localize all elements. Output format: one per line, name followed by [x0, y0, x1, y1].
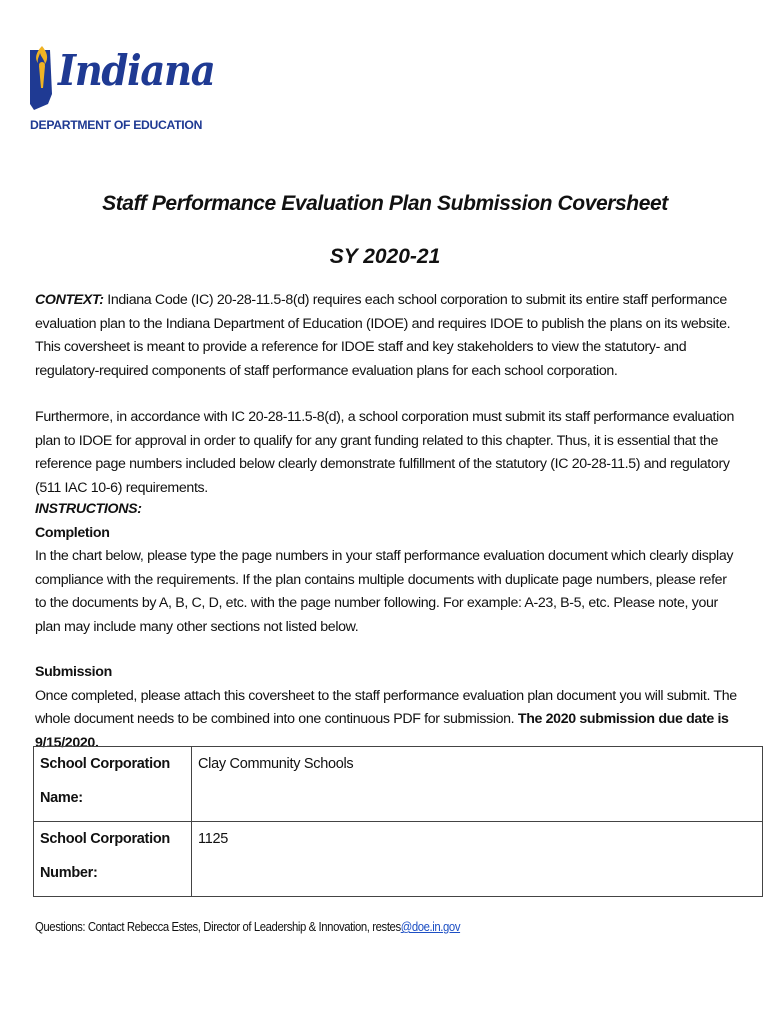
instructions-section	[35, 498, 740, 639]
completion-heading: Completion	[35, 524, 110, 541]
context-paragraph	[35, 289, 740, 383]
corporation-name-field[interactable]: Clay Community Schools	[192, 747, 763, 822]
submission-section	[35, 661, 740, 755]
corporation-number-field[interactable]: 1125	[192, 822, 763, 897]
corporation-info-table	[33, 746, 763, 897]
due-date-text: The 2020 submission due date is 9/15/2020.	[35, 711, 729, 751]
logo-department: DEPARTMENT OF EDUCATION	[30, 118, 203, 132]
footer-text: Questions: Contact Rebecca Estes, Director of Leadership & Innovation, restes	[35, 920, 401, 934]
submission-heading: Submission	[35, 664, 112, 680]
corporation-number-label: School Corporation Number:	[34, 822, 192, 897]
context-label: CONTEXT:	[35, 292, 104, 308]
table-row	[34, 747, 763, 822]
contact-email-link[interactable]: @doe.in.gov	[400, 920, 461, 934]
context-text: Indiana Code (IC) 20-28-11.5-8(d) requires each school corporation to submit its entire staff performance evaluation plan to the Indiana Department of Education (IDOE) and requires IDOE to publish the plans on its website. This coversheet is meant to provide a reference for IDOE staff and key stakeholders to view the statutory- and regulatory-required components of staff performance evaluation plans for each school corporation.	[35, 292, 731, 379]
completion-text: In the chart below, please type the page numbers in your staff performance evaluation document which clearly display compliance with the requirements. If the plan contains multiple documents with duplicate page numbers, please refer to the documents by A, B, C, D, etc. with the page number following. For example: A-23, B-5, etc. Please note, your plan may include many other sections not listed below.	[35, 548, 734, 635]
submission-text: Once completed, please attach this coversheet to the staff performance evaluation plan document you will submit. The whole document needs to be combined into one continuous PDF for submission.	[35, 687, 737, 727]
page-title: Staff Performance Evaluation Plan Submission Coversheet	[102, 192, 668, 215]
furthermore-paragraph: Furthermore, in accordance with IC 20-28-11.5-8(d), a school corporation must submit its staff performance evaluation plan to IDOE for approval in order to qualify for any grant funding related to this chapter. Thus, it is essential that the reference page numbers included below clearly demonstrate fulfillment of the statutory (IC 20-28-11.5) and regulatory (511 IAC 10-6) requirements.	[35, 409, 734, 496]
table-row	[34, 822, 763, 897]
footer-contact	[35, 920, 460, 934]
school-year: SY 2020-21	[329, 245, 441, 268]
corporation-name-label: School Corporation Name:	[34, 747, 192, 822]
logo-state-name: Indiana	[58, 46, 215, 95]
indiana-doe-logo	[28, 44, 215, 136]
instructions-heading: INSTRUCTIONS:	[35, 501, 142, 517]
